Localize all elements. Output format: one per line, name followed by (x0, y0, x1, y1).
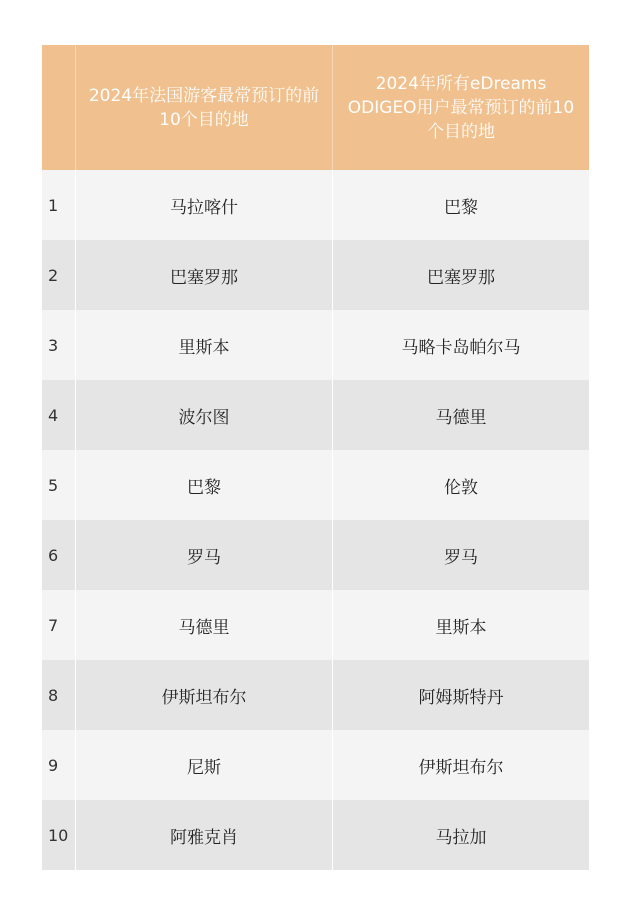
table-row (42, 520, 589, 590)
france-destination-cell: 巴黎 (75, 450, 332, 520)
table-row (42, 590, 589, 660)
all-users-destination-cell: 罗马 (332, 520, 589, 590)
rank-cell: 6 (48, 545, 59, 565)
table-row (42, 310, 589, 380)
rank-cell: 10 (48, 825, 69, 845)
all-users-destination-cell: 里斯本 (332, 590, 589, 660)
table-row (42, 800, 589, 870)
rank-cell: 2 (48, 265, 59, 285)
all-users-destination-cell: 伦敦 (332, 450, 589, 520)
rank-cell: 7 (48, 615, 59, 635)
destinations-table (42, 45, 589, 870)
header-all-users-top10: 2024年所有eDreams ODIGEO用户最常预订的前10个目的地 (332, 45, 589, 170)
france-destination-cell: 阿雅克肖 (75, 800, 332, 870)
table-row (42, 730, 589, 800)
table-row (42, 450, 589, 520)
all-users-destination-cell: 马德里 (332, 380, 589, 450)
table-row (42, 170, 589, 240)
france-destination-cell: 巴塞罗那 (75, 240, 332, 310)
all-users-destination-cell: 阿姆斯特丹 (332, 660, 589, 730)
header-france-top10: 2024年法国游客最常预订的前10个目的地 (75, 45, 332, 170)
table-row (42, 240, 589, 310)
all-users-destination-cell: 马拉加 (332, 800, 589, 870)
france-destination-cell: 马德里 (75, 590, 332, 660)
table-row (42, 380, 589, 450)
rank-cell: 4 (48, 405, 59, 425)
all-users-destination-cell: 伊斯坦布尔 (332, 730, 589, 800)
rank-cell: 5 (48, 475, 59, 495)
table-header (42, 45, 589, 170)
all-users-destination-cell: 马略卡岛帕尔马 (332, 310, 589, 380)
rank-cell: 9 (48, 755, 59, 775)
all-users-destination-cell: 巴塞罗那 (332, 240, 589, 310)
france-destination-cell: 马拉喀什 (75, 170, 332, 240)
rank-cell: 8 (48, 685, 59, 705)
france-destination-cell: 伊斯坦布尔 (75, 660, 332, 730)
table-row (42, 660, 589, 730)
france-destination-cell: 波尔图 (75, 380, 332, 450)
france-destination-cell: 罗马 (75, 520, 332, 590)
rank-cell: 3 (48, 335, 59, 355)
france-destination-cell: 尼斯 (75, 730, 332, 800)
france-destination-cell: 里斯本 (75, 310, 332, 380)
header-rank-cell (42, 45, 75, 170)
all-users-destination-cell: 巴黎 (332, 170, 589, 240)
rank-cell: 1 (48, 195, 59, 215)
